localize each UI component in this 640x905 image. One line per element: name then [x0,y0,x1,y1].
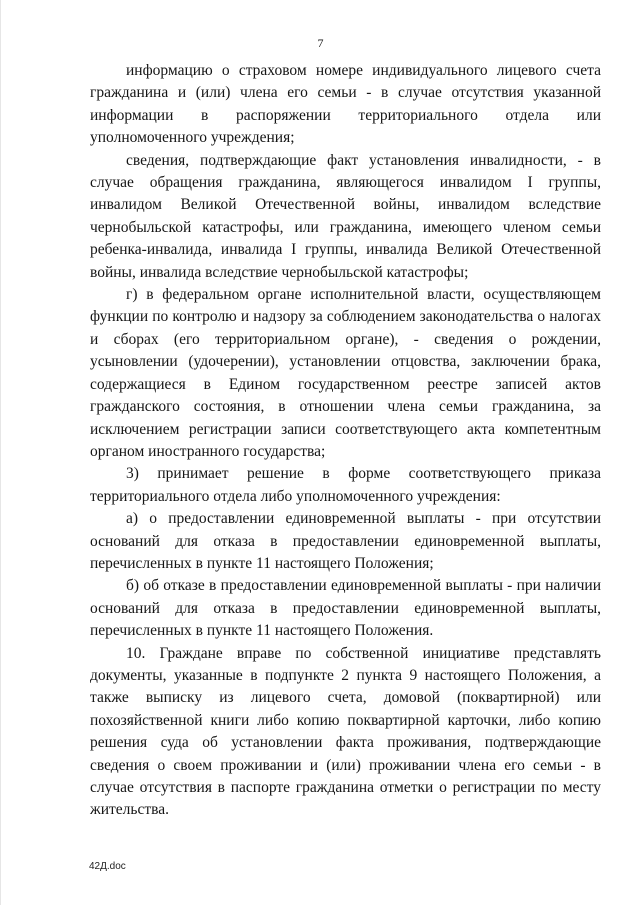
paragraph-clause-10: 10. Граждане вправе по собственной инициативе представлять документы, указанные в подпункте 2 пункта 9 настоящего Положения, а также выписку из лицевого счета, домовой (поквартирной) или похозяйственной книги либо копию поквартирной карточки, либо копию решения суда об установлении факта проживания, подтверждающие сведения о своем проживании и (или) проживании члена его семьи - в случае отсутствия в паспорте гражданина отметки о регистрации по месту жительства. [90,644,601,819]
paragraph-decision: 3) принимает решение в форме соответствующего приказа территориального отдела либо уполномоченного учреждения: [90,465,601,505]
paragraph-insurance-number: информацию о страховом номере индивидуального лицевого счета гражданина и (или) члена его семьи - в случае отсутствия указанной информации в распоряжении территориального отдела или уполномоченного учреждения; [90,62,601,147]
paragraph-disability-info: сведения, подтверждающие факт установления инвалидности, - в случае обращения гражданина, являющегося инвалидом I группы, инвалидом Великой Отечественной войны, инвалидом вследствие чернобыльской катастрофы, или гражданина, имеющего членом семьи ребенка-инвалида, инвалида I группы, инвалида Великой Отечественной войны, инвалида вследствие чернобыльской катастрофы; [90,151,601,281]
page-number: 7 [317,36,324,50]
footer-filename: 42Д.doc [89,861,126,872]
document-body [90,60,601,822]
paragraph-grant-payment: а) о предоставлении единовременной выплаты - при отсутствии оснований для отказа в предоставлении единовременной выплаты, перечисленных в пункте 11 настоящего Положения; [90,510,601,572]
paragraph-refuse-payment: б) об отказе в предоставлении единовременной выплаты - при наличии оснований для отказа в предоставлении единовременной выплаты, перечисленных в пункте 11 настоящего Положения. [90,577,601,640]
paragraph-tax-authority: г) в федеральном органе исполнительной власти, осуществляющем функции по контролю и надзору за соблюдением законодательства о налогах и сборах (его территориальном органе), - сведения о рождении, усыновлении (удочерении), установлении отцовства, заключении брака, содержащиеся в Едином государственном реестре записей актов гражданского состояния, в отношении члена семьи гражданина, за исключением регистрации записи соответствующего акта компетентным органом иностранного государства; [90,286,601,460]
